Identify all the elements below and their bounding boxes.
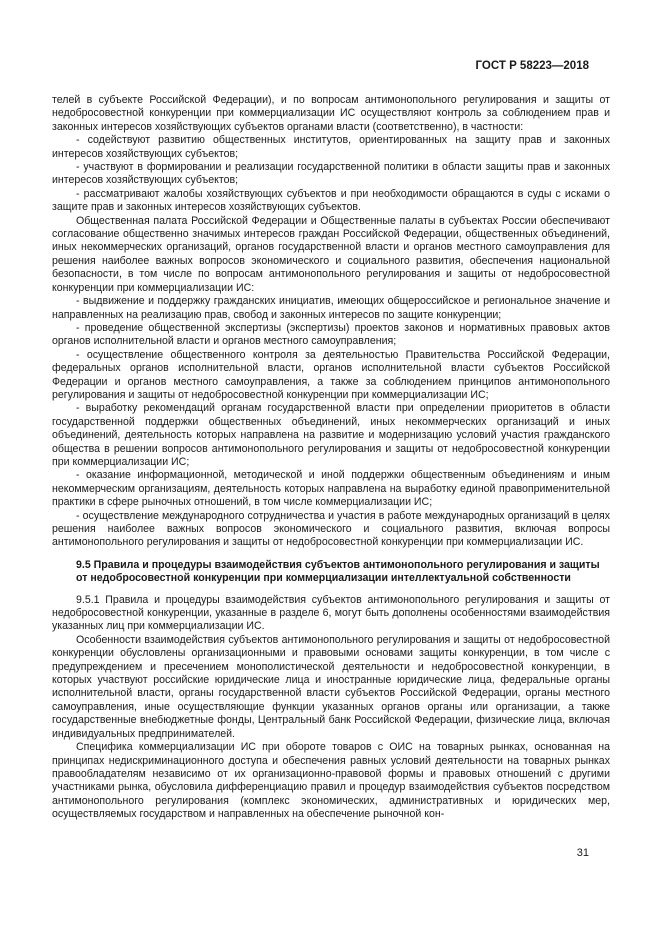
paragraph: 9.5.1 Правила и процедуры взаимодействия субъектов антимонопольного регулирования и защиты от недобросовестной конкуренции, указанные в разделе 6, могут быть дополнены особенностями взаимодействия указанных лиц при коммерциализации ИС. — [52, 593, 610, 633]
paragraph: телей в субъекте Российской Федерации), и по вопросам антимонопольного регулирования и защиты от недобросовестной конкуренции при коммерциализации ИС осуществляют контроль за соблюдением прав и законных интересов хозяйствующих субъектов органами власти (соответственно), в частности: — [52, 94, 610, 133]
paragraph: Особенности взаимодействия субъектов антимонопольного регулирования и защиты от недобросовестной конкуренции обусловлены организационными и правовыми основами защиты конкуренции, в том числе с предупреждением и пресечением монополистической деятельности и недобросовестной конкуренции, в которых участвуют российские юридические лица и иностранные юридические лица, федеральные органы исполнительной власти, органы государственной власти субъектов Российской Федерации, органы местного самоуправления, иные осуществляющие функции указанных органов органы или организации, а также государственные внебюджетные фонды, Центральный банк Российской Федерации, физические лица, включая индивидуальных предпринимателей. — [52, 633, 610, 740]
document-code: ГОСТ Р 58223—2018 — [475, 60, 589, 72]
page-number: 31 — [576, 847, 589, 859]
page-body — [52, 94, 610, 822]
list-item: - оказание информационной, методической и иной поддержки общественным объединениям и иным некоммерческим организациям, деятельность которых направлена на выработку единой правоприменительной практики в сфере рыночных отношений, в том числе коммерциализации ИС; — [52, 469, 610, 509]
list-item: - участвуют в формировании и реализации государственной политики в области защиты прав и законных интересов хозяйствующих субъектов; — [52, 161, 610, 187]
paragraph: Общественная палата Российской Федерации и Общественные палаты в субъектах России обеспечивают согласование общественно значимых интересов граждан Российской Федерации, общественных объединений, иных некоммерческих организаций, органов государственной власти и органов местного самоуправления для решения наиболее важных вопросов экономического и социального развития, обеспечения национальной безопасности, в том числе по вопросам антимонопольного регулирования и защиты от недобросовестной конкуренции при коммерциализации ИС: — [52, 214, 610, 294]
list-item: - выработку рекомендаций органам государственной власти при определении приоритетов в области государственной поддержки общественных объединений, иных некоммерческих организаций и иных объединений, деятельность которых направлена на развитие и модернизацию условий участия гражданского общества в решении вопросов антимонопольного регулирования и защиты от недобросовестной конкуренции при коммерциализации ИС; — [52, 402, 610, 468]
list-item: - выдвижение и поддержку гражданских инициатив, имеющих общероссийское и региональное значение и направленных на реализацию прав, свобод и законных интересов по защите конкуренции; — [52, 295, 610, 321]
list-item: - рассматривают жалобы хозяйствующих субъектов и при необходимости обращаются в суды с исками о защите прав и законных интересов хозяйствующих субъектов. — [52, 187, 610, 214]
list-item: - проведение общественной экспертизы (экспертизы) проектов законов и нормативных правовых актов органов исполнительной власти и органов местного самоуправления; — [52, 321, 610, 348]
list-item: - содействуют развитию общественных институтов, ориентированных на защиту прав и законных интересов хозяйствующих субъектов; — [52, 134, 610, 160]
list-item: - осуществление международного сотрудничества и участия в работе международных организаций в целях решения наиболее важных вопросов экономического и социального развития, включая вопросы антимонопольного регулирования и защиты от недобросовестной конкуренции при коммерциализации ИС. — [52, 509, 610, 549]
paragraph: Специфика коммерциализации ИС при обороте товаров с ОИС на товарных рынках, основанная на принципах недискриминационного доступа и обеспечения равных условий деятельности на товарных рынках правообладателям независимо от их организационно-правовой формы и правовых отношений с другими участниками рынка, обусловила дифференциацию правил и процедур взаимодействия субъектов посредством антимонопольного регулирования (комплекс экономических, административных и юридических мер, осуществляемых государством и направленных на обеспечение рыночной кон- — [52, 741, 610, 821]
section-heading: 9.5 Правила и процедуры взаимодействия субъектов антимонопольного регулирования и защиты от недобросовестной конкуренции при коммерциализации интеллектуальной собственности — [76, 558, 600, 585]
list-item: - осуществление общественного контроля за деятельностью Правительства Российской Федерации, федеральных органов исполнительной власти, органов исполнительной власти субъектов Российской Федерации и органов местного самоуправления, а также за соблюдением принципов антимонопольного регулирования и защиты от недобросовестной конкуренции при коммерциализации ИС; — [52, 348, 610, 401]
